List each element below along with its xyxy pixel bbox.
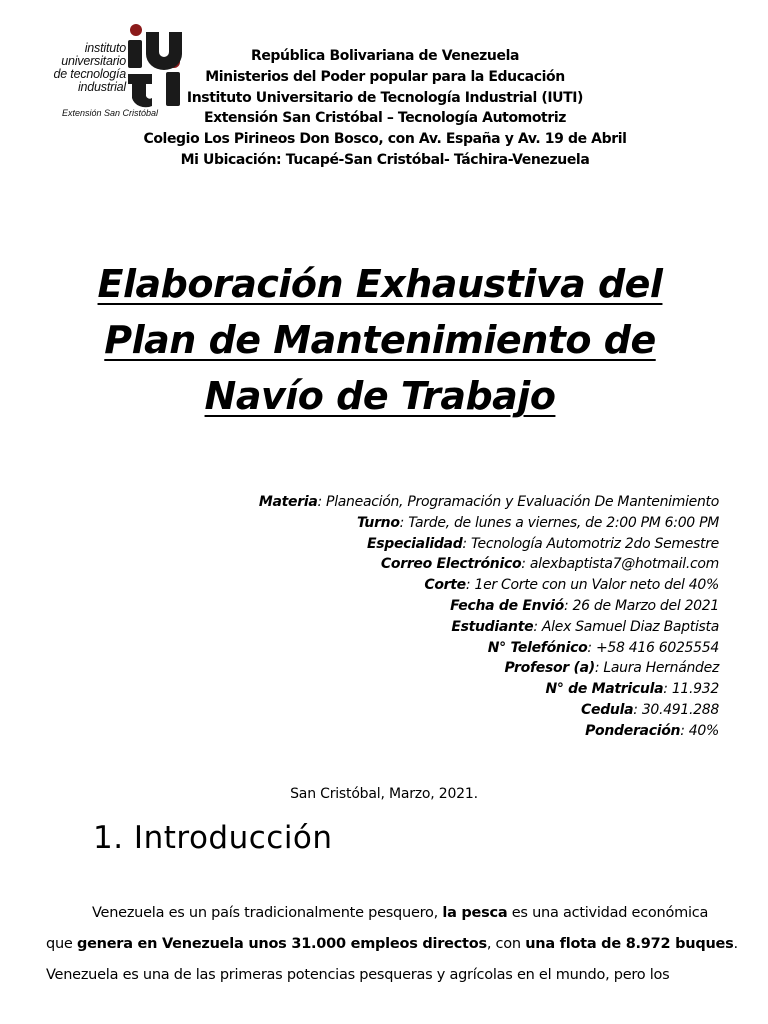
header-line: Mi Ubicación: Tucapé-San Cristóbal- Táchira-Venezuela: [180, 151, 590, 168]
info-key: Correo Electrónico: [380, 556, 522, 573]
info-key: Profesor (a): [504, 660, 595, 677]
info-row: Corte: 1er Corte con un Valor neto del 40%: [424, 577, 719, 594]
text-run: .: [733, 936, 738, 952]
institution-header: [120, 46, 650, 171]
header-line: República Bolivariana de Venezuela: [250, 48, 520, 64]
intro-paragraph: [46, 898, 738, 991]
bold-text-run: la pesca: [442, 905, 508, 921]
info-row: Turno: Tarde, de lunes a viernes, de 2:00 PM 6:00 PM: [356, 514, 719, 531]
info-value: 30.491.288: [641, 701, 719, 718]
info-value: Tarde, de lunes a viernes, de 2:00 PM 6:00 PM: [408, 514, 719, 531]
paragraph-line: Venezuela es una de las primeras potencias pesqueras y agrícolas en el mundo, pero los: [46, 967, 670, 983]
info-key: Estudiante: [451, 618, 534, 635]
info-key: Cedula: [581, 701, 634, 718]
title-line: Plan de Mantenimiento de: [104, 318, 656, 362]
info-value: Laura Hernández: [603, 660, 719, 677]
logo-text-line: industrial: [77, 80, 126, 94]
paragraph-line: [46, 929, 738, 960]
header-line: Extensión San Cristóbal – Tecnología Automotriz: [203, 110, 567, 127]
info-key: Fecha de Envió: [450, 597, 564, 614]
text-run: , con: [486, 936, 526, 952]
info-row: Profesor (a): Laura Hernández: [504, 660, 719, 677]
place-date: San Cristóbal, Marzo, 2021.: [290, 786, 478, 802]
text-run: que: [46, 936, 77, 952]
info-value: alexbaptista7@hotmail.com: [529, 556, 719, 573]
info-key: N° Telefónico: [487, 639, 588, 656]
info-key: Materia: [258, 494, 318, 510]
info-value: Tecnología Automotriz 2do Semestre: [471, 535, 719, 552]
info-key: Ponderación: [585, 722, 681, 739]
paragraph-line: [46, 898, 718, 929]
info-row: Materia: Planeación, Programación y Evaluación De Mantenimiento: [258, 494, 719, 510]
text-run: Venezuela es un país tradicionalmente pesquero,: [92, 905, 443, 921]
info-value: Alex Samuel Diaz Baptista: [541, 618, 719, 635]
student-info-block: [99, 492, 719, 742]
logo-text: [54, 42, 126, 94]
info-row: N° de Matricula: 11.932: [545, 681, 719, 698]
bold-text-run: genera en Venezuela unos 31.000 empleos directos: [76, 936, 487, 952]
info-value: 11.932: [671, 681, 719, 698]
info-value: 26 de Marzo del 2021: [572, 597, 719, 614]
title-line: Elaboración Exhaustiva del: [97, 262, 663, 306]
logo-text-line: de tecnología: [53, 67, 126, 81]
header-line: Instituto Universitario de Tecnología Industrial (IUTI): [186, 89, 584, 106]
info-value: 1er Corte con un Valor neto del 40%: [474, 577, 719, 594]
info-value: +58 416 6025554: [595, 639, 719, 656]
bold-text-run: una flota de 8.972 buques: [525, 936, 734, 952]
info-row: Ponderación: 40%: [585, 722, 719, 739]
logo-text-line: instituto: [84, 41, 126, 55]
info-row: Especialidad: Tecnología Automotriz 2do Semestre: [366, 535, 719, 552]
info-row: Estudiante: Alex Samuel Diaz Baptista: [451, 618, 719, 635]
info-key: Turno: [356, 514, 400, 531]
info-key: N° de Matricula: [545, 681, 664, 698]
header-line: Colegio Los Pirineos Don Bosco, con Av. España y Av. 19 de Abril: [143, 131, 627, 148]
info-row: N° Telefónico: +58 416 6025554: [487, 639, 719, 656]
info-value: Planeación, Programación y Evaluación De Mantenimiento: [326, 494, 719, 510]
document-title: [60, 256, 700, 424]
info-row: Cedula: 30.491.288: [581, 701, 719, 718]
info-key: Corte: [424, 577, 466, 594]
text-run: es una actividad económica: [507, 905, 709, 921]
info-value: 40%: [688, 722, 719, 739]
logo-text-line: universitario: [61, 54, 126, 68]
section-heading: 1. Introducción: [93, 820, 333, 856]
info-key: Especialidad: [366, 535, 463, 552]
title-line: Navío de Trabajo: [204, 374, 556, 418]
info-row: Fecha de Envió: 26 de Marzo del 2021: [450, 597, 719, 614]
logo-extension-label: Extensión San Cristóbal: [62, 108, 159, 118]
header-line: Ministerios del Poder popular para la Educación: [205, 68, 565, 85]
info-row: Correo Electrónico: alexbaptista7@hotmail.com: [380, 556, 719, 573]
